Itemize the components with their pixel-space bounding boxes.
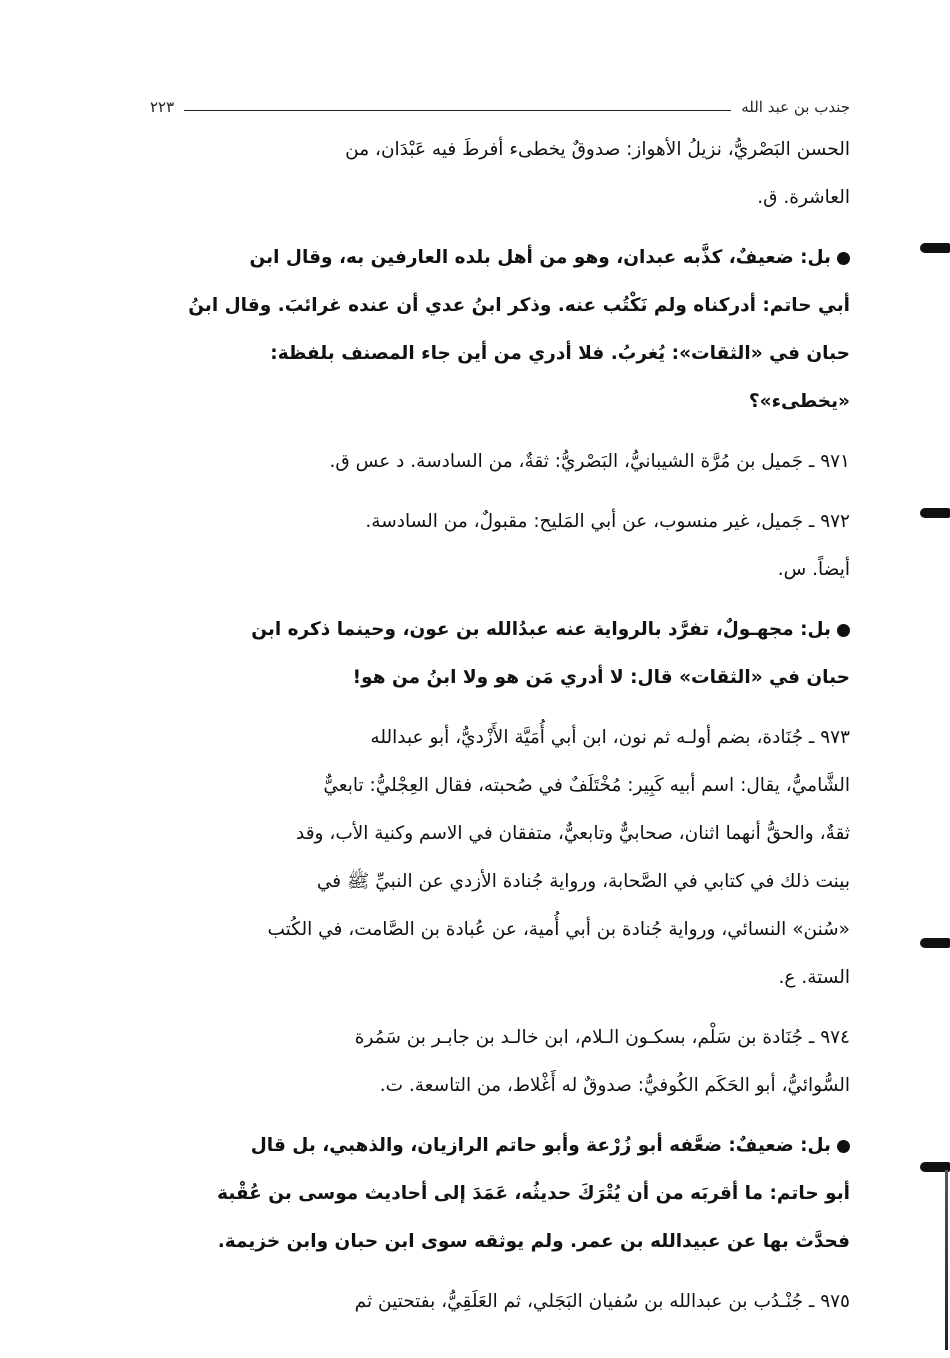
scan-mark [920,508,950,518]
paragraph-comment [150,606,850,702]
running-header [150,92,850,122]
text-line: بل: ضعيفٌ، كذَّبه عبدان، وهو من أهل بلده العارفين به، وقال ابن [249,247,831,268]
text-line: حبان في «الثقات»: يُغربُ. فلا أدري من أين جاء المصنف بلفظة: [270,343,850,364]
bullet-icon [837,252,850,265]
paragraph-entry-974 [150,1014,850,1110]
paragraph-comment [150,1122,850,1266]
paragraph-entry-972 [150,498,850,594]
scan-mark [920,938,950,948]
text-line: «يخطىء»؟ [748,391,850,412]
paragraph-entry-971 [150,438,850,486]
book-page [150,92,850,1326]
bullet-icon [837,1140,850,1153]
text-line: بل: مجهـولٌ، تفرَّد بالرواية عنه عبدُالله بن عون، وحينما ذكره ابن [251,619,831,640]
text-line: ٩٧٤ ـ جُنَادة بن سَلْم، بسكـون الـلام، ابن خالـد بن جابـر بن سَمُرة [354,1027,850,1048]
text-line: العاشرة. ق. [757,187,850,208]
text-line: الشَّاميُّ، يقال: اسم أبيه كَبِير: مُخْتَلَفٌ في صُحبته، فقال العِجْليُّ: تابعيٌّ [323,775,850,796]
paragraph-entry-975 [150,1278,850,1326]
text-line: الستة. ع. [778,967,850,988]
text-line: أبو حاتم: ما أقربَه من أن يُتْرَكَ حديثُه، عَمَدَ إلى أحاديث موسى بن عُقْبة [217,1183,850,1204]
text-line: ٩٧٢ ـ جَميل، غير منسوب، عن أبي المَليح: مقبولٌ، من السادسة. [365,511,850,532]
text-line: ٩٧١ ـ جَميل بن مُرَّة الشيبانيُّ، البَصْريُّ: ثقةٌ، من السادسة. د عس ق. [329,451,850,472]
page-edge-shadow [945,1170,948,1350]
paragraph-continued-entry [150,126,850,222]
text-line: ثقةٌ، والحقُّ أنهما اثنان، صحابيٌّ وتابعيٌّ، متفقان في الاسم وكنية الأب، وقد [295,823,850,844]
text-line: فحدَّث بها عن عبيدالله بن عمر. ولم يوثقه سوى ابن حبان وابن خزيمة. [217,1231,850,1252]
paragraph-comment [150,234,850,426]
text-line: السُّوائيُّ، أبو الحَكَم الكُوفيُّ: صدوقٌ له أَغْلاط، من التاسعة. ت. [379,1075,850,1096]
header-title: جندب بن عبد الله [741,98,850,116]
text-line: بينت ذلك في كتابي في الصَّحابة، ورواية جُنادة الأزدي عن النبيِّ ﷺ في [316,871,850,892]
text-line: «سُنن» النسائي، ورواية جُنادة بن أبي أُمية، عن عُبادة بن الصَّامت، في الكُتب [267,919,850,940]
paragraph-entry-973 [150,714,850,1002]
text-line: بل: ضعيفٌ: ضعَّفه أبو زُرْعة وأبو حاتم الرازيان، والذهبي، بل قال [250,1135,831,1156]
text-line: الحسن البَصْريُّ، نزيلُ الأهواز: صدوقٌ يخطىء أفرطَ فيه عَبْدَان، من [345,139,850,160]
bullet-icon [837,624,850,637]
text-line: أبي حاتم: أدركناه ولم نَكْتُب عنه. وذكر ابنُ عدي أن عنده غرائبَ. وقال ابنُ [188,295,850,316]
header-rule [184,110,731,111]
text-line: ٩٧٣ ـ جُنَادة، بضم أولـه ثم نون، ابن أبي أُمَيَّة الأَزْديُّ، أبو عبدالله [370,727,850,748]
text-line: أيضاً. س. [777,559,850,580]
page-number: ٢٢٣ [150,98,175,116]
text-line: ٩٧٥ ـ جُنْـدُب بن عبدالله بن سُفيان البَجَلي، ثم العَلَقِيُّ، بفتحتين ثم [354,1291,850,1312]
scan-mark [920,243,950,253]
text-line: حبان في «الثقات» قال: لا أدري مَن هو ولا ابنُ من هو! [352,667,850,688]
